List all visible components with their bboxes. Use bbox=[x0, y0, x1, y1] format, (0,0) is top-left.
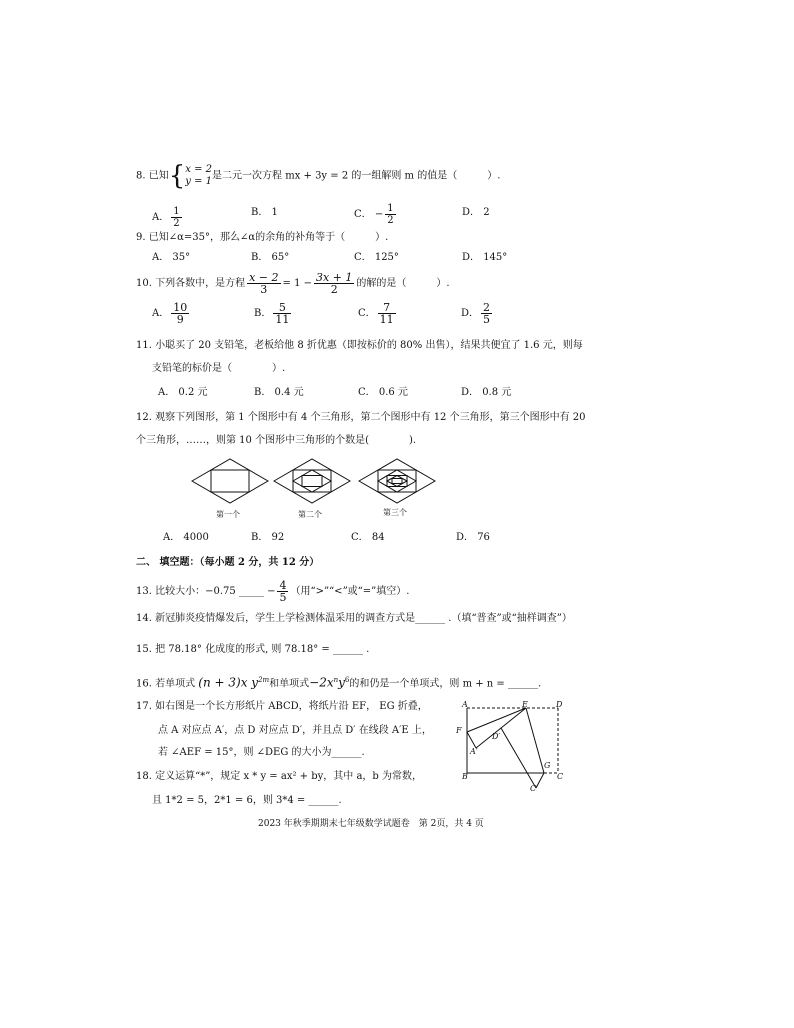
q10-post: 的解的是（ ）. bbox=[356, 278, 450, 289]
q15-stem: 15. 把 78.18° 化成度的形式, 则 78.18° = ______ . bbox=[136, 644, 370, 655]
q18-line1: 18. 定义运算“*”，规定 x * y = ax² + by，其中 a，b 为常数， bbox=[136, 771, 422, 782]
fig-label-D: D bbox=[556, 700, 563, 709]
q16-monomial-2: −2x bbox=[309, 675, 334, 690]
q10-f1-num: x − 2 bbox=[249, 271, 279, 284]
q12-figure-1 bbox=[191, 458, 269, 504]
system-brace: { bbox=[168, 161, 186, 191]
q12-figure-3 bbox=[358, 458, 436, 504]
q12-fig3-label: 第三个 bbox=[383, 508, 407, 517]
q11-line2: 支铅笔的标价是（ ）. bbox=[152, 363, 286, 374]
q8-c-frac bbox=[385, 203, 395, 226]
q11-option-b: B． 0.4 元 bbox=[254, 387, 304, 398]
q12-option-a: A． 4000 bbox=[163, 532, 209, 543]
q16-mid: 和单项式 bbox=[269, 678, 310, 690]
fig-label-E: E bbox=[522, 700, 528, 709]
q8-c-label: C． − bbox=[354, 209, 384, 220]
q10-option-a bbox=[152, 302, 191, 325]
q9-option-a: A． 35° bbox=[152, 252, 191, 263]
q10-pre: 10. 下列各数中，是方程 bbox=[136, 278, 246, 289]
q10-b-label: B． bbox=[254, 308, 272, 319]
q10-d-num: 2 bbox=[483, 301, 491, 314]
q12-option-b: B． 92 bbox=[251, 532, 285, 543]
q17-line2: 点 A 对应点 A′，点 D 对应点 D′，并且点 D′ 在线段 A′E 上， bbox=[158, 725, 432, 736]
q16-monomial-1: (n + 3)x y bbox=[198, 675, 259, 690]
q10-frac1 bbox=[247, 272, 280, 295]
q12-option-d: D． 76 bbox=[456, 532, 490, 543]
q10-d-den: 5 bbox=[483, 313, 491, 326]
q10-c-frac bbox=[378, 302, 396, 325]
q12-fig1-label: 第一个 bbox=[216, 510, 240, 519]
q16-post: 的和仍是一个单项式，则 m + n = ______. bbox=[349, 678, 542, 690]
q16-pre: 16. 若单项式 bbox=[136, 678, 196, 690]
q8-post: 是二元一次方程 mx + 3y = 2 的一组解则 m 的值是（ ）. bbox=[212, 170, 501, 182]
q8-c-num: 1 bbox=[387, 203, 394, 214]
q8-eq1: x = 2 bbox=[185, 164, 213, 175]
fig-label-B: B bbox=[462, 772, 468, 781]
q18-line2: 且 1*2 = 5，2*1 = 6，则 3*4 = ______. bbox=[152, 795, 342, 806]
q11-option-c: C． 0.6 元 bbox=[358, 387, 408, 398]
q10-f2-num: 3x + 1 bbox=[316, 271, 353, 284]
q10-mid: = 1 − bbox=[282, 278, 312, 289]
q12-option-c: C． 84 bbox=[351, 532, 385, 543]
fig-label-F: F bbox=[456, 726, 462, 735]
q10-b-num: 5 bbox=[273, 302, 291, 314]
q13-num: 4 bbox=[279, 579, 287, 592]
q8-pre: 8. 已知 bbox=[136, 170, 169, 182]
q10-c-label: C． bbox=[358, 308, 376, 319]
fig-label-C-prime: C′ bbox=[530, 784, 538, 793]
q17-line1: 17. 如右图是一个长方形纸片 ABCD，将纸片沿 EF， EG 折叠， bbox=[136, 701, 428, 712]
q8-option-b: B． 1 bbox=[251, 207, 278, 218]
q13-pre: 13. 比较大小：−0.75 _____ − bbox=[136, 586, 276, 597]
q16-exp-1: 2m bbox=[258, 676, 270, 684]
q11-line1: 11. 小聪买了 20 支铅笔，老板给他 8 折优惠（即按标价的 80% 出售），结果共便宜了 1.6 元，则每 bbox=[136, 340, 583, 351]
q10-c-num: 7 bbox=[378, 302, 396, 314]
section-title-fill-in: 二、 填空题：（每小题 2 分，共 12 分） bbox=[136, 557, 320, 568]
q10-b-frac bbox=[273, 302, 291, 325]
q13-post: （用“>”“<”或“=”填空）. bbox=[290, 586, 410, 597]
q17-line3: 若 ∠AEF = 15°，则 ∠DEG 的大小为______. bbox=[158, 747, 365, 758]
q10-a-label: A． bbox=[152, 308, 170, 319]
q9-option-d: D． 145° bbox=[462, 252, 508, 263]
q16-exp-3: 6 bbox=[344, 676, 350, 684]
q12-figure-2 bbox=[273, 458, 351, 504]
q8-a-num: 1 bbox=[173, 206, 180, 217]
q8-a-frac bbox=[171, 206, 181, 229]
q12-line2: 个三角形，……，则第 10 个图形中三角形的个数是( ). bbox=[136, 435, 417, 446]
q13-stem bbox=[136, 580, 409, 603]
q10-stem bbox=[136, 272, 450, 295]
q9-option-b: B． 65° bbox=[251, 252, 290, 263]
fig-label-A: A bbox=[462, 700, 468, 709]
q10-b-den: 11 bbox=[275, 313, 290, 326]
fig-label-D-prime: D′ bbox=[492, 732, 501, 741]
q8-eq2: y = 1 bbox=[185, 176, 213, 187]
q14-stem: 14. 新冠肺炎疫情爆发后，学生上学检测体温采用的调查方式是______ .（填“普查”或“抽样调查”） bbox=[136, 613, 572, 624]
fig-label-G: G bbox=[544, 761, 551, 770]
q13-frac bbox=[277, 580, 288, 603]
fig-label-A-prime: A′ bbox=[470, 747, 478, 756]
q10-c-den: 11 bbox=[379, 313, 394, 326]
q12-fig2-label: 第二个 bbox=[298, 510, 322, 519]
fig-label-C: C bbox=[557, 772, 564, 781]
q10-a-den: 9 bbox=[176, 313, 184, 326]
q10-frac2 bbox=[314, 272, 354, 295]
q13-den: 5 bbox=[279, 591, 287, 604]
q11-option-a: A． 0.2 元 bbox=[158, 387, 208, 398]
q10-d-label: D． bbox=[461, 308, 480, 319]
q16-monomial-3: y bbox=[338, 675, 345, 690]
q9-option-c: C． 125° bbox=[354, 252, 399, 263]
q8-option-a bbox=[152, 206, 184, 229]
q10-d-frac bbox=[481, 302, 492, 325]
q16-stem bbox=[136, 673, 541, 691]
q10-option-c bbox=[358, 302, 398, 325]
q10-option-d bbox=[461, 302, 494, 325]
q10-f2-den: 2 bbox=[330, 283, 338, 296]
page-footer: 2023 年秋季期期末七年级数学试题卷 第 2页，共 4 页 bbox=[258, 819, 484, 829]
q8-option-d: D． 2 bbox=[462, 207, 490, 218]
q8-system bbox=[185, 164, 212, 188]
q8-c-den: 2 bbox=[387, 215, 394, 226]
q16-exp-2: n bbox=[333, 676, 339, 684]
q12-line1: 12. 观察下列图形，第 1 个图形中有 4 个三角形，第二个图形中有 12 个三角形，第三个图形中有 20 bbox=[136, 412, 586, 423]
q10-option-b bbox=[254, 302, 293, 325]
q10-a-num: 10 bbox=[173, 301, 188, 314]
q8-stem bbox=[136, 163, 500, 189]
q10-a-frac bbox=[171, 302, 189, 325]
q10-f1-den: 3 bbox=[260, 283, 268, 296]
q8-a-label: A． bbox=[152, 212, 170, 223]
q8-a-den: 2 bbox=[173, 218, 180, 229]
q9-stem: 9. 已知∠α=35°，那么∠α的余角的补角等于（ ）. bbox=[136, 232, 389, 243]
q11-option-d: D． 0.8 元 bbox=[461, 387, 512, 398]
q8-option-c bbox=[354, 203, 398, 226]
